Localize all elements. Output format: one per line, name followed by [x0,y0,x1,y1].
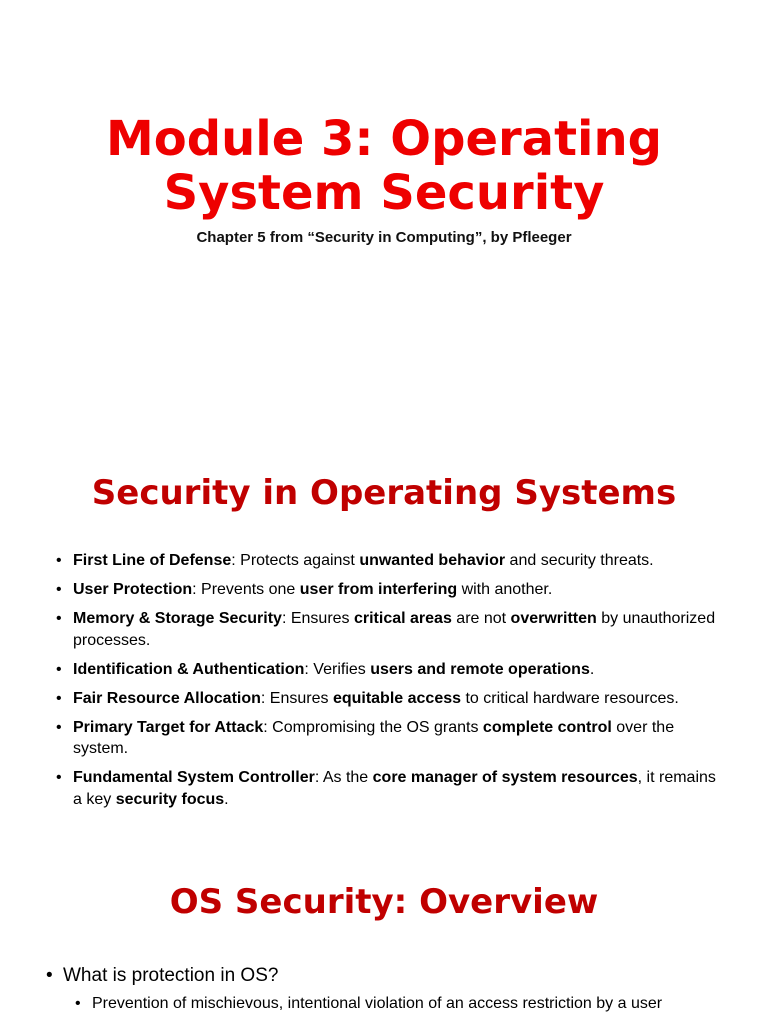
bullet-dot-icon: • [56,769,62,786]
bullet-dot-icon: • [56,581,62,598]
bullet-text: and security threats. [505,552,654,569]
slide-title-overview: OS Security: Overview [169,882,599,922]
bullet-text: to critical hardware resources. [461,689,679,707]
bullet-emphasis: unwanted behavior [359,552,506,569]
bullet-label: Identification & Authentication [73,660,305,678]
list-item [56,579,716,601]
bullet-list [56,550,716,818]
list-item [56,550,716,572]
bullet-emphasis: critical areas [353,610,452,627]
list-item [75,994,726,1014]
bullet-text: : Ensures [281,610,354,627]
bullet-text: with another. [457,581,553,598]
list-item [56,659,716,681]
overview-answer: Prevention of mischievous, intentional violation of an access restriction by a user [92,995,663,1012]
sub-bullet-list [63,994,726,1014]
bullet-text: : Compromising the OS grants [263,718,483,736]
bullet-text: : Verifies [304,660,371,678]
bullet-text: . [589,660,595,678]
bullet-emphasis: equitable access [332,689,462,707]
bullet-text: : As the [314,769,373,786]
list-item [56,717,716,760]
bullet-text: over the system. [73,718,675,757]
list-item [56,688,716,710]
bullet-label: User Protection [73,581,193,598]
list-item [46,964,726,1014]
bullet-label: Primary Target for Attack [73,718,264,736]
bullet-emphasis: core manager of system resources [372,769,638,786]
bullet-text: , it remains a key [73,769,716,808]
list-item [56,608,716,651]
overview-bullet-list [46,964,726,1014]
slide-subtitle: Chapter 5 from “Security in Computing”, by Pfleeger [196,229,572,246]
bullet-text: by unauthorized processes. [73,610,716,649]
bullet-label: Memory & Storage Security [73,610,282,627]
bullet-dot-icon: • [75,995,81,1012]
bullet-text: : Protects against [231,552,360,569]
bullet-emphasis: user from interfering [299,581,458,598]
bullet-text: : Prevents one [192,581,300,598]
bullet-dot-icon: • [56,718,62,736]
bullet-dot-icon: • [46,965,53,986]
bullet-text: are not [451,610,511,627]
bullet-dot-icon: • [56,552,62,569]
bullet-emphasis: security focus [115,790,225,808]
overview-question: What is protection in OS? [63,965,279,986]
bullet-emphasis: complete control [482,718,612,736]
slide-title-security-in-os: Security in Operating Systems [91,473,677,513]
bullet-label: Fair Resource Allocation [73,689,261,707]
bullet-dot-icon: • [56,689,62,707]
bullet-dot-icon: • [56,660,62,678]
slide-title-module: Module 3: Operating System Security [105,111,662,221]
bullet-text: : Ensures [260,689,333,707]
bullet-emphasis: overwritten [510,610,597,627]
bullet-emphasis: users and remote operations [370,660,590,678]
bullet-dot-icon: • [56,610,62,627]
bullet-text: . [224,790,229,808]
bullet-label: Fundamental System Controller [73,769,315,786]
list-item [56,767,716,810]
bullet-label: First Line of Defense [73,552,232,569]
